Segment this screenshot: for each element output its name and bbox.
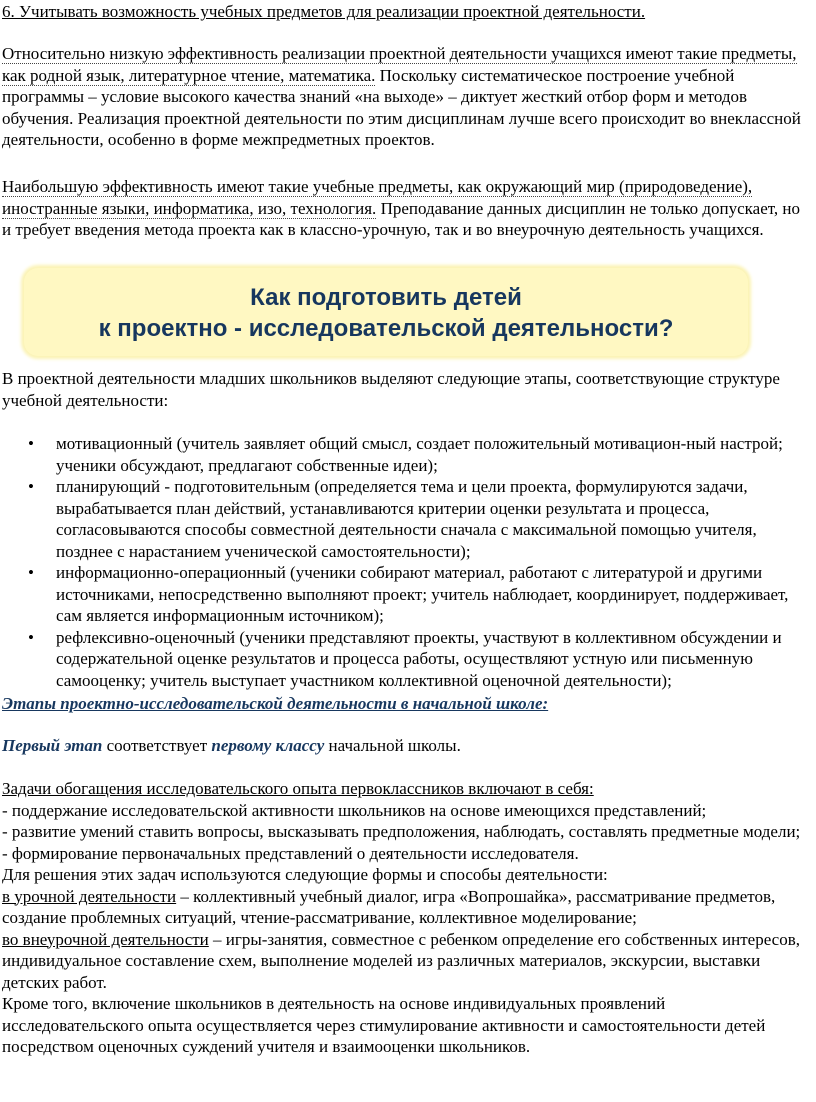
first-stage-text: соответствует	[102, 736, 212, 755]
extracurricular-text: – игры-занятия, совместное с ребенком определение его собственных интересов, индивидуальное составление схем, выполнение моделей из различных материалов, экскурсии, выставки детских работ.	[2, 929, 800, 992]
bullet-icon: •	[28, 434, 34, 453]
banner-line-2: к проектно - исследовательской деятельности?	[98, 315, 674, 342]
lesson-activities	[2, 886, 810, 929]
stages-intro: В проектной деятельности младших школьников выделяют следующие этапы, соответствующие структуре учебной деятельности:	[2, 369, 780, 410]
task-item: - поддержание исследовательской активности школьников на основе имеющихся представлений;	[2, 800, 707, 820]
tasks-section	[2, 778, 810, 1058]
question-banner	[24, 268, 748, 356]
list-item	[0, 562, 808, 627]
list-item-text: информационно-операционный (ученики собирают материал, работают с литературой и другими источниками, непосредственно выполняют проект; учитель наблюдает, координирует, поддерживает, сам является информационным источником);	[56, 563, 789, 625]
lesson-text: – коллективный учебный диалог, игра «Вопрошайка», рассматривание предметов, создание проблемных ситуаций, чтение-рассматривание, коллективное моделирование;	[2, 886, 776, 927]
banner-line-1: Как подготовить детей	[250, 284, 522, 311]
list-item	[0, 476, 808, 562]
list-item	[0, 627, 808, 692]
extracurricular-label: во внеурочной деятельности	[2, 929, 209, 949]
first-stage-end: начальной школы.	[324, 736, 461, 755]
stages-list	[0, 433, 808, 691]
task-item: - формирование первоначальных представлений о деятельности исследователя.	[2, 843, 579, 863]
underlined-statement: Наибольшую эффективность имеют такие учебные предметы, как окружающий мир (природоведение), иностранные языки, информатика, изо, технология.	[2, 177, 753, 218]
task-item: - развитие умений ставить вопросы, высказывать предположения, наблюдать, составлять предметные модели;	[2, 822, 801, 841]
section-heading-6: 6. Учитывать возможность учебных предметов для реализации проектной деятельности.	[2, 2, 646, 21]
first-class-label: первому классу	[211, 736, 325, 755]
list-item-text: рефлексивно-оценочный (ученики представляют проекты, участвуют в коллективном обсуждении и содержательной оценке результатов и процесса работы, осуществляют устную или письменную самооценку; учитель выступает участником коллективной оценочной деятельности);	[56, 627, 782, 690]
list-item-text: мотивационный (учитель заявляет общий смысл, создает положительный мотивацион-ный настрой; ученики обсуждают, предлагают собственные идеи);	[56, 434, 783, 475]
bullet-icon: •	[28, 627, 34, 647]
list-item	[0, 433, 808, 476]
lesson-label: в урочной деятельности	[2, 886, 177, 906]
bullet-icon: •	[28, 477, 34, 496]
bullet-icon: •	[28, 563, 34, 582]
first-stage-line	[2, 735, 810, 757]
paragraph-low-efficiency	[2, 43, 810, 151]
forms-intro: Для решения этих задач используются следующие формы и способы деятельности:	[2, 865, 608, 884]
stages-heading: Этапы проектно-исследовательской деятельности в начальной школе:	[2, 694, 549, 713]
extracurricular-activities	[2, 929, 810, 994]
paragraph-text: Преподавание данных дисциплин не только допускает, но и требует введения метода проекта как в классно-урочную, так и во внеурочную деятельность учащихся.	[2, 198, 800, 239]
closing-paragraph: Кроме того, включение школьников в деятельность на основе индивидуальных проявлений исследовательского опыта осуществляется через стимулирование активности и самостоятельности детей посредством оценочных суждений учителя и взаимооценки школьников.	[2, 994, 766, 1056]
paragraph-high-efficiency	[2, 176, 810, 241]
list-item-text: планирующий - подготовительным (определяется тема и цели проекта, формулируются задачи, вырабатывается план действий, устанавливаются критерии оценки результата и процесса, согласовываются способы совместной деятельности сначала с максимальной помощью учителя, позднее с нарастанием ученической самостоятельности);	[56, 477, 757, 561]
tasks-heading: Задачи обогащения исследовательского опыта первоклассников включают в себя:	[2, 779, 594, 798]
underlined-statement: Относительно низкую эффективность реализации проектной деятельности учащихся имеют такие предметы, как родной язык, литературное чтение, математика.	[2, 44, 797, 85]
paragraph-text: Поскольку систематическое построение учебной программы – условие высокого качества знаний «на выходе» – диктует жесткий отбор форм и методов обучения. Реализация проектной деятельности по этим дисциплинам лучше всего происходит во внеклассной деятельности, особенно в форме межпредметных проектов.	[2, 65, 801, 149]
first-stage-label: Первый этап	[2, 736, 103, 755]
